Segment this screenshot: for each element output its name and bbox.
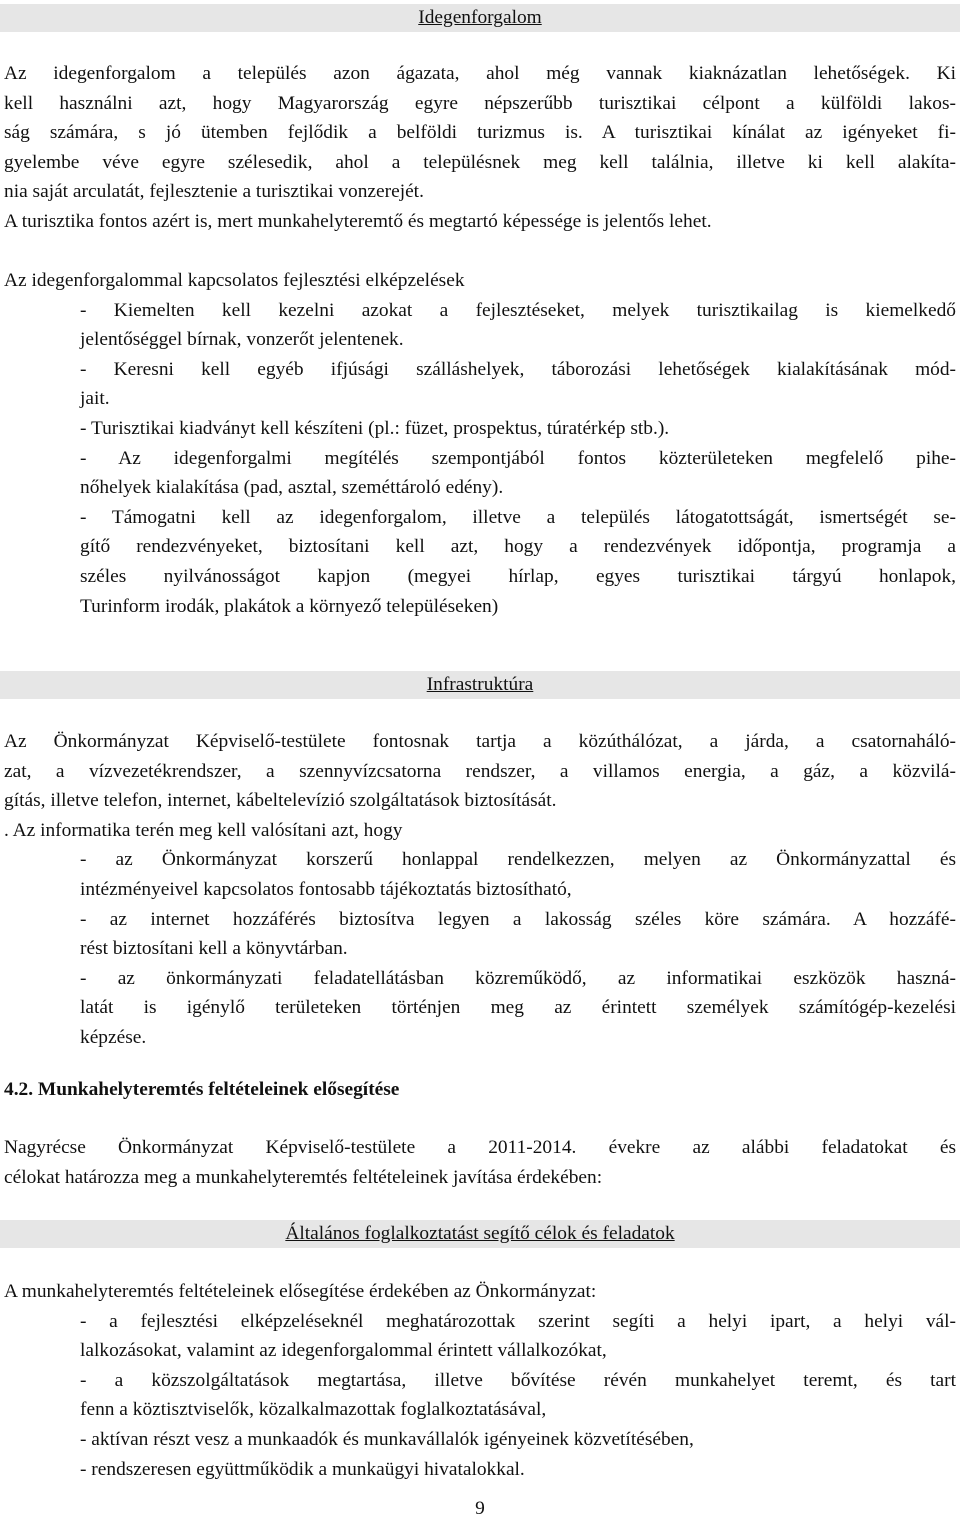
page-number: 9 — [475, 1498, 485, 1519]
text-line: Az Önkormányzat Képviselő-testülete fontosnak tartja a közúthálózat, a járda, a csatornaháló- — [4, 731, 956, 752]
subsection-heading-jobs: 4.2. Munkahelyteremtés feltételeinek elősegítése — [4, 1079, 400, 1100]
list-line: lalkozásokat, valamint az idegenforgalommal érintett vállalkozókat, — [80, 1340, 607, 1362]
text-line: A turisztika fontos azért is, mert munkahelyteremtő és megtartó képessége is jelentős lehet. — [4, 210, 712, 232]
list-line: - Támogatni kell az idegenforgalom, illetve a település látogatottságát, ismertségét se- — [80, 506, 956, 528]
section-heading-employment: Általános foglalkoztatást segítő célok és feladatok — [0, 1220, 960, 1248]
text-line: gítás, illetve telefon, internet, kábeltelevízió szolgáltatások biztosítását. — [4, 790, 557, 812]
list-line: - Az idegenforgalmi megítélés szempontjából fontos közterületeken megfelelő pihe- — [80, 447, 956, 469]
plans-list — [4, 296, 956, 622]
list-line: fenn a köztisztviselők, közalkalmazottak foglalkoztatásával, — [80, 1399, 547, 1421]
tourism-plans — [4, 266, 956, 621]
employment-block — [4, 1277, 956, 1484]
text-line: . Az informatika terén meg kell valósítani azt, hogy — [4, 819, 403, 841]
infrastructure-intro — [4, 727, 956, 1053]
plans-title: Az idegenforgalommal kapcsolatos fejlesztési elképzelések — [4, 270, 465, 291]
text-line: ság számára, s jó ütemben fejlődik a belföldi turizmus is. A turisztikai kínálat az igényeket fi- — [4, 122, 956, 144]
text-line: célokat határozza meg a munkahelyteremtés feltételeinek javítása érdekében: — [4, 1166, 603, 1188]
list-line: - az Önkormányzat korszerű honlappal rendelkezzen, melyen az Önkormányzattal és — [80, 849, 956, 871]
text-line: nia saját arculatát, fejlesztenie a turisztikai vonzerejét. — [4, 181, 424, 203]
list-line: - aktívan részt vesz a munkaadók és munkavállalók igényeinek közvetítésében, — [80, 1428, 694, 1450]
jobs-intro — [4, 1133, 956, 1192]
list-line: - rendszeresen együttműködik a munkaügyi hivatalokkal. — [80, 1458, 525, 1480]
list-line: - a közszolgáltatások megtartása, illetve bővítése révén munkahelyet teremt, és tart — [80, 1369, 956, 1391]
text-line: gyelembe véve egyre szélesedik, ahol a településnek meg kell találnia, illetve ki kell alakíta- — [4, 151, 956, 173]
list-line: gítő rendezvényeket, biztosítani kell azt, hogy a rendezvények időpontja, programja a — [80, 536, 956, 558]
section-heading-infrastructure: Infrastruktúra — [0, 671, 960, 699]
list-line: - a fejlesztési elképzeléseknél meghatározottak szerint segíti a helyi ipart, a helyi vál- — [80, 1310, 956, 1332]
list-line: jelentőséggel bírnak, vonzerőt jelentenek. — [80, 329, 404, 351]
list-line: jait. — [80, 388, 110, 410]
list-line: képzése. — [80, 1026, 147, 1048]
list-line: - az internet hozzáférés biztosítva legyen a lakosság széles köre számára. A hozzáfé- — [80, 908, 956, 930]
list-line: Turinform irodák, plakátok a környező településeken) — [80, 595, 499, 617]
list-line: intézményeivel kapcsolatos fontosabb tájékoztatás biztosítható, — [80, 878, 572, 900]
list-line: - Turisztikai kiadványt kell készíteni (pl.: füzet, prospektus, túratérkép stb.). — [80, 417, 670, 439]
list-line: nőhelyek kialakítása (pad, asztal, szeméttároló edény). — [80, 477, 504, 499]
text-line: kell használni azt, hogy Magyarország egyre népszerűbb turisztikai célpont a külföldi lakos- — [4, 92, 956, 114]
list-line: - az önkormányzati feladatellátásban közreműködő, az informatikai eszközök haszná- — [80, 967, 956, 989]
employment-list — [4, 1307, 956, 1485]
list-line: - Kiemelten kell kezelni azokat a fejlesztéseket, melyek turisztikailag is kiemelkedő — [80, 299, 956, 321]
text-line: Nagyrécse Önkormányzat Képviselő-testülete a 2011-2014. évekre az alábbi feladatokat és — [4, 1137, 956, 1158]
list-line: rést biztosítani kell a könyvtárban. — [80, 938, 348, 960]
section-heading-tourism: Idegenforgalom — [0, 4, 960, 32]
text-line: Az idegenforgalom a település azon ágazata, ahol még vannak kiaknázatlan lehetőségek. Ki — [4, 63, 956, 84]
list-line: - Keresni kell egyéb ifjúsági szálláshelyek, táborozási lehetőségek kialakításának mód- — [80, 358, 956, 380]
list-line: széles nyilvánosságot kapjon (megyei hírlap, egyes turisztikai tárgyú honlapok, — [80, 565, 956, 587]
text-line: zat, a vízvezetékrendszer, a szennyvízcsatorna rendszer, a villamos energia, a gáz, a közvilá- — [4, 760, 956, 782]
tourism-intro — [4, 59, 956, 237]
employment-intro: A munkahelyteremtés feltételeinek elősegítése érdekében az Önkormányzat: — [4, 1281, 597, 1302]
informatics-list — [4, 845, 956, 1052]
list-line: latát is igénylő területeken történjen meg az érintett személyek számítógép-kezelési — [80, 997, 956, 1019]
